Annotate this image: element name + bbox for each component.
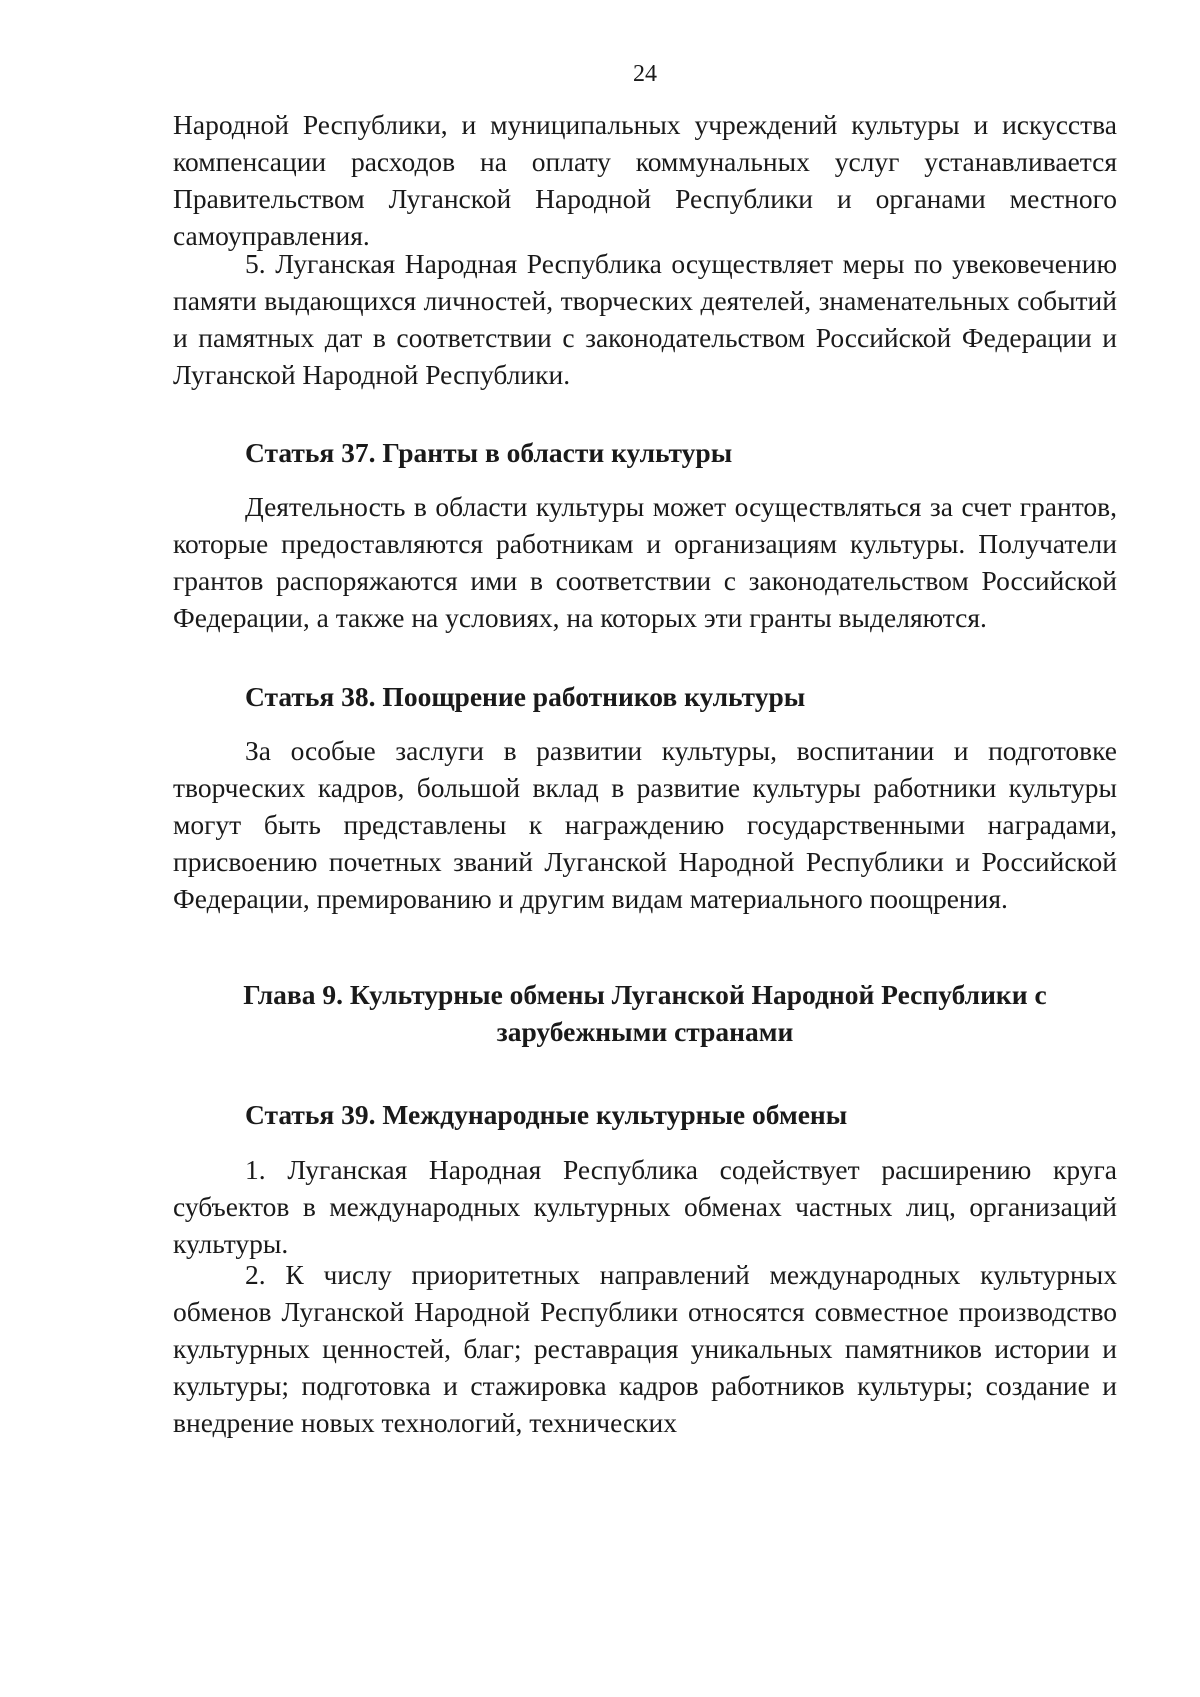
article-38-text: За особые заслуги в развитии культуры, воспитании и подготовке творческих кадров, большой вклад в развитие культуры работники культуры могут быть представлены к награждению государственными наградами, присвоению почетных званий Луганской Народной Республики и Российской Федерации, премированию и другим видам материального поощрения. [173,735,1117,914]
article-38-heading: Статья 38. Поощрение работников культуры [245,681,806,712]
article-37-text: Деятельность в области культуры может осуществляться за счет грантов, которые предоставляются работникам и организациям культуры. Получатели грантов распоряжаются ими в соответствии с законодательством Российской Федерации, а также на условиях, на которых эти гранты выделяются. [173,491,1117,633]
article-39-paragraph-2: 2. К числу приоритетных направлений международных культурных обменов Луганской Народной Республики относятся совместное производство культурных ценностей, благ; реставрация уникальных памятников истории и культуры; подготовка и стажировка кадров работников культуры; создание и внедрение новых технологий, технических [173,1259,1117,1438]
article-37-heading: Статья 37. Гранты в области культуры [245,437,733,468]
continuation-paragraph: Народной Республики, и муниципальных учреждений культуры и искусства компенсации расходов на оплату коммунальных услуг устанавливается Правительством Луганской Народной Республики и органами местного самоуправления. [173,109,1117,251]
chapter-9-title-line-2: зарубежными странами [496,1016,794,1047]
chapter-9-heading [173,976,1117,1050]
chapter-9-title-line-1: Глава 9. Культурные обмены Луганской Народной Республики с [243,979,1047,1010]
article-39-heading: Статья 39. Международные культурные обмены [245,1099,848,1130]
page-number: 24 [633,61,657,87]
article-39-paragraph-1: 1. Луганская Народная Республика содействует расширению круга субъектов в международных культурных обменах частных лиц, организаций культуры. [173,1154,1117,1259]
paragraph-5: 5. Луганская Народная Республика осуществляет меры по увековечению памяти выдающихся личностей, творческих деятелей, знаменательных событий и памятных дат в соответствии с законодательством Российской Федерации и Луганской Народной Республики. [173,248,1117,390]
